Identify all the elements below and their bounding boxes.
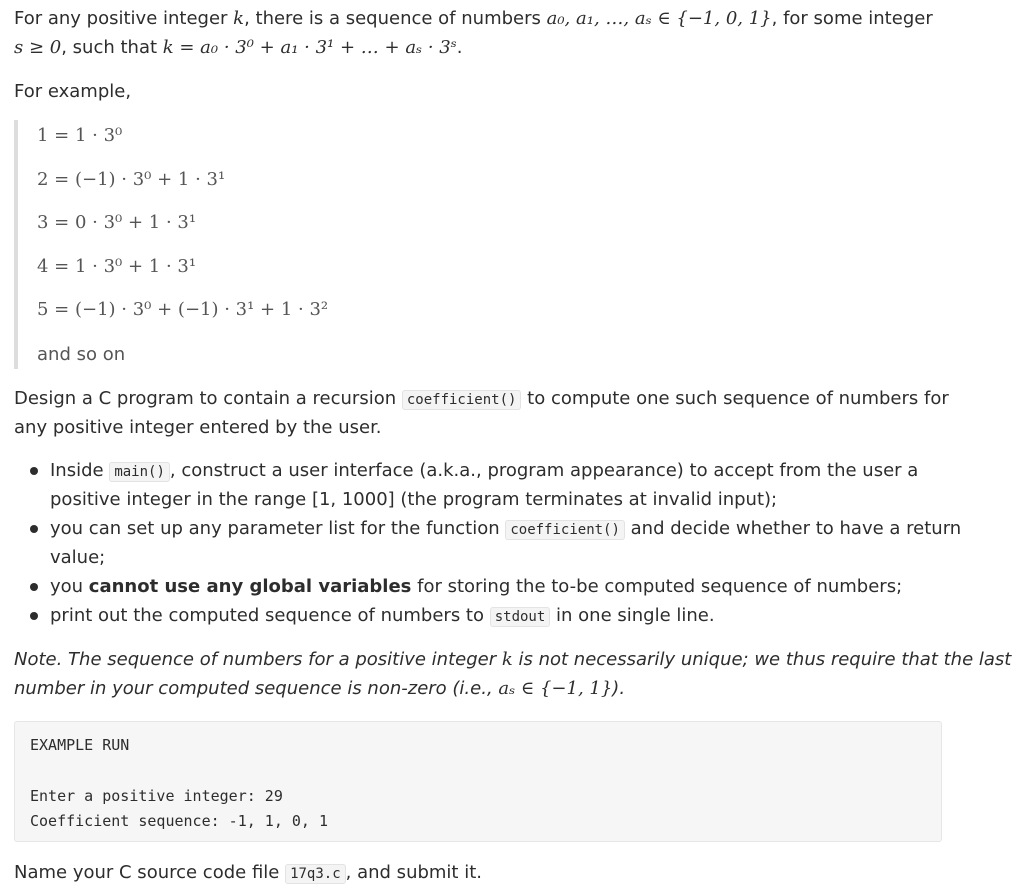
bullet-text: you can set up any parameter list for the function [50, 518, 506, 539]
note-line-1 [14, 649, 1011, 670]
code-filename: 17q3.c [285, 864, 346, 884]
note-text: Note. The sequence of numbers for a positive integer [14, 649, 502, 670]
equation-3: 3 = 0 · 3⁰ + 1 · 3¹ [37, 212, 197, 233]
bullet-text: and decide whether to have a return [624, 518, 962, 539]
math-k: k [233, 8, 245, 29]
math-s: s ≥ 0 [14, 37, 62, 58]
intro-line-2 [14, 37, 463, 58]
intro-text: For any positive integer [14, 8, 234, 29]
bullet-bold-text: cannot use any global variables [88, 576, 412, 597]
design-text: Design a C program to contain a recursion [14, 388, 402, 409]
blockquote-bar [14, 120, 18, 369]
design-line-1 [14, 388, 949, 409]
code-stdout: stdout [490, 607, 551, 627]
bullet-2-line-2: value; [50, 547, 106, 568]
bullet-3 [50, 576, 902, 597]
equation-4: 4 = 1 · 3⁰ + 1 · 3¹ [37, 256, 197, 277]
code-main: main() [109, 462, 170, 482]
bullet-1-line-2: positive integer in the range [1, 1000] (the program terminates at invalid input); [50, 489, 778, 510]
example-run-line-2: Coefficient sequence: -1, 1, 0, 1 [30, 812, 329, 830]
example-run-line-1: Enter a positive integer: 29 [30, 787, 283, 805]
intro-text: , such that [61, 37, 163, 58]
bullet-dot [30, 525, 38, 533]
footer-text: , and submit it. [345, 862, 482, 883]
bullet-dot [30, 467, 38, 475]
math-condition: aₛ ∈ {−1, 1} [498, 678, 613, 699]
equation-2: 2 = (−1) · 3⁰ + 1 · 3¹ [37, 169, 226, 190]
bullet-4 [50, 605, 715, 626]
bullet-text: , construct a user interface (a.k.a., program appearance) to accept from the user a [169, 460, 919, 481]
intro-text: , for some integer [771, 8, 933, 29]
bullet-2-line-1 [50, 518, 961, 539]
math-sequence: a₀, a₁, …, aₛ ∈ {−1, 0, 1} [546, 8, 772, 29]
code-coefficient: coefficient() [402, 390, 522, 410]
bullet-text: you [50, 576, 89, 597]
equation-5: 5 = (−1) · 3⁰ + (−1) · 3¹ + 1 · 3² [37, 299, 329, 320]
note-line-2 [14, 678, 625, 699]
and-so-on: and so on [37, 344, 126, 365]
note-text: number in your computed sequence is non-zero (i.e., [14, 678, 499, 699]
example-run-header: EXAMPLE RUN [30, 736, 130, 754]
footer-text: Name your C source code file [14, 862, 286, 883]
bullet-text: print out the computed sequence of numbers to [50, 605, 490, 626]
equation-1: 1 = 1 · 3⁰ [37, 125, 123, 146]
note-text: is not necessarily unique; we thus require that the last [512, 649, 1012, 670]
math-k: k [501, 649, 513, 670]
bullet-text: Inside [50, 460, 110, 481]
intro-line-1 [14, 8, 933, 29]
math-formula: k = a₀ · 3⁰ + a₁ · 3¹ + … + aₛ · 3ˢ [162, 37, 457, 58]
intro-text: . [456, 37, 463, 58]
bullet-dot [30, 583, 38, 591]
bullet-dot [30, 612, 38, 620]
example-label: For example, [14, 81, 132, 102]
intro-text: , there is a sequence of numbers [244, 8, 547, 29]
bullet-text: in one single line. [550, 605, 715, 626]
design-text: to compute one such sequence of numbers for [521, 388, 949, 409]
code-coefficient: coefficient() [505, 520, 625, 540]
footer-line [14, 862, 482, 883]
bullet-1-line-1 [50, 460, 918, 481]
bullet-text: for storing the to-be computed sequence of numbers; [411, 576, 903, 597]
design-line-2: any positive integer entered by the user. [14, 417, 382, 438]
note-text: ). [612, 678, 626, 699]
